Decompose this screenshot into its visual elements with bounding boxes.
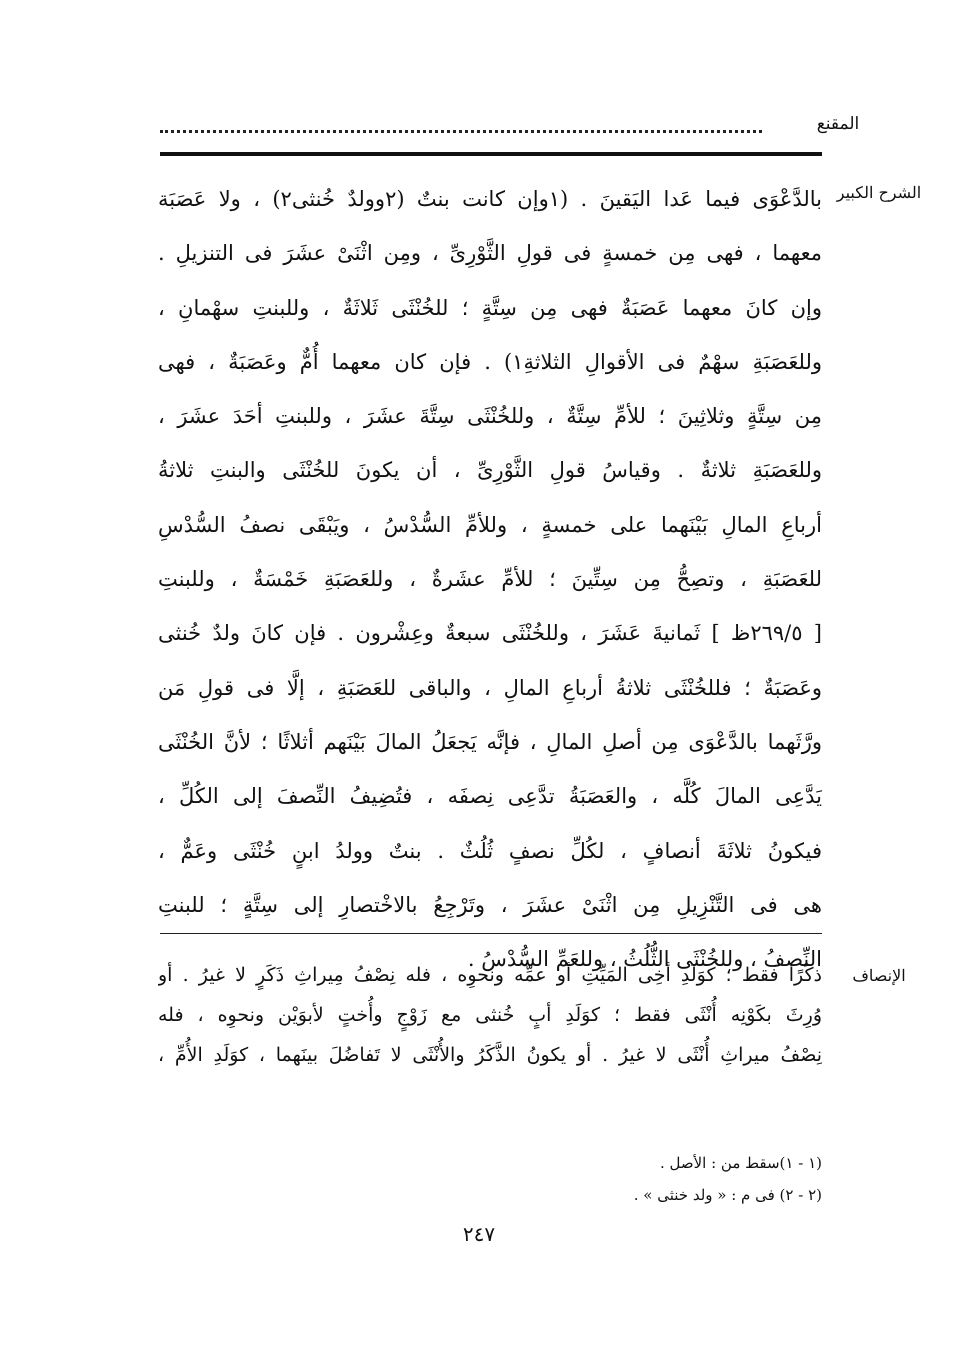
- text-line: هى فى التَّنْزِيلِ مِن اثْنَىْ عشَرَ ، وتَرْجِعُ بالاخْتصارِ إلى سِتَّةٍ ؛ للبنتِ: [158, 892, 822, 917]
- text-line: للعَصَبَةِ ، وتصِحُّ مِن سِتِّينَ ؛ للأمِّ عشَرةٌ ، وللعَصَبَةِ خَمْسَةٌ ، وللبنتِ: [158, 567, 822, 592]
- text-line: مِن سِتَّةٍ وثلاثِينَ ؛ للأمِّ سِتَّةٌ ، وللخُنْثَى سِتَّةَ عشَرَ ، وللبنتِ أحَدَ عشَرَ ،: [158, 404, 822, 429]
- text-line: وعَصَبَةٌ ؛ فللخُنْثَى ثلاثةُ أرباعِ المالِ ، والباقى للعَصَبَةِ ، إلَّا فى قولِ مَن: [158, 675, 822, 700]
- text-line-last: النِّصفُ ، وللخُنْثَى الثُّلُثُ ، وللعَمِّ السُّدْسُ .: [467, 947, 822, 972]
- text-line: فيكونُ ثلاثَةَ أنصافٍ ، لكُلِّ نصفٍ ثُلُثٌ . بنتٌ وولدُ ابنٍ خُنْثَى وعَمٌّ ،: [158, 838, 822, 863]
- page-number: ٢٤٧: [462, 1222, 496, 1246]
- insaf-label: الإنصاف: [852, 966, 906, 985]
- text-line: ورَّثَهما بالدَّعْوَى مِن أصلِ المالِ ، فإنَّه يَجعَلُ المالَ بَيْنَهم أثلاثًا ؛ لأنَّ الخُنْثَى: [158, 729, 822, 754]
- text-line: [ ٢٦٩/٥ظ ] ثَمانيةَ عَشَرَ ، وللخُنْثَى سبعةٌ وعِشْرون . فإن كانَ ولدٌ خُنثى: [158, 621, 822, 646]
- text-line: نِصْفُ ميراثِ أُنْثَى لا غيرُ . أو يكونُ الذَّكَرُ والأُنْثَى لا تَفاضُلَ بينَهما ، كوَلَدِ الأُمِّ ،: [158, 1044, 822, 1066]
- text-line: أرباعِ المالِ بَيْنَهما على خمسةٍ ، وللأمِّ السُّدْسُ ، ويَبْقَى نصفُ السُّدْسِ: [158, 512, 822, 537]
- text-line: وُرِثَ بكَوْنِه أُنْثَى فقط ؛ كوَلَدِ أبٍ خُنثى مع زَوْجٍ وأُختٍ لأبوَيْن ونحوِه ، فله: [158, 1004, 822, 1026]
- book-title: المقنع: [816, 114, 860, 134]
- sharh-label: الشرح الكبير: [836, 183, 922, 202]
- text-line: يَدَّعِى المالَ كُلَّه ، والعَصَبَةُ تدَّعِى نِصفَه ، فتُضِيفُ النِّصفَ إلى الكُلِّ ،: [158, 784, 822, 809]
- footnotes: [400, 1147, 822, 1211]
- sharh-text: [158, 172, 822, 986]
- insaf-text: [158, 955, 822, 1075]
- text-line: ذكَرًا فقط ؛ كوَلَدِ أخِى المَيِّتِ أو عمِّه ونحوِه ، فله نِصْفُ مِيراثِ ذَكَرٍ لا غيرُ . أو: [158, 964, 822, 986]
- text-line: وللعَصَبَةِ سهْمٌ فى الأقوالِ الثلاثةِ١) . فإن كان معهما أُمٌّ وعَصَبَةٌ ، فهى: [158, 349, 822, 374]
- header-dotted-leader: [160, 112, 762, 133]
- section-divider: [160, 933, 822, 934]
- running-header: [160, 104, 898, 144]
- footnote: (٢ - ٢) فى م : « ولد خنثى » .: [633, 1186, 822, 1204]
- text-line: وإن كانَ معهما عَصَبَةٌ فهى مِن سِتَّةٍ ؛ للخُنْثَى ثَلاثَةٌ ، وللبنتِ سهْمانِ ،: [158, 295, 822, 320]
- text-line: بالدَّعْوَى فيما عَدا اليَقينَ . (١وإن كانت بنتٌ (٢وولدٌ خُنثى٢) ، ولا عَصَبَة: [158, 187, 822, 211]
- text-line: وللعَصَبَةِ ثلاثةٌ . وقياسُ قولِ الثَّوْرِىِّ ، أن يكونَ للخُنْثَى والبنتِ ثلاثةُ: [158, 458, 822, 483]
- footnote: (١ - ١)سقط من : الأصل .: [659, 1154, 822, 1172]
- header-rule: [160, 152, 822, 156]
- text-line: معهما ، فهى مِن خمسةٍ فى قولِ الثَّوْرِىِّ ، ومِن اثْنَىْ عشَرَ فى التنزيلِ .: [158, 241, 822, 266]
